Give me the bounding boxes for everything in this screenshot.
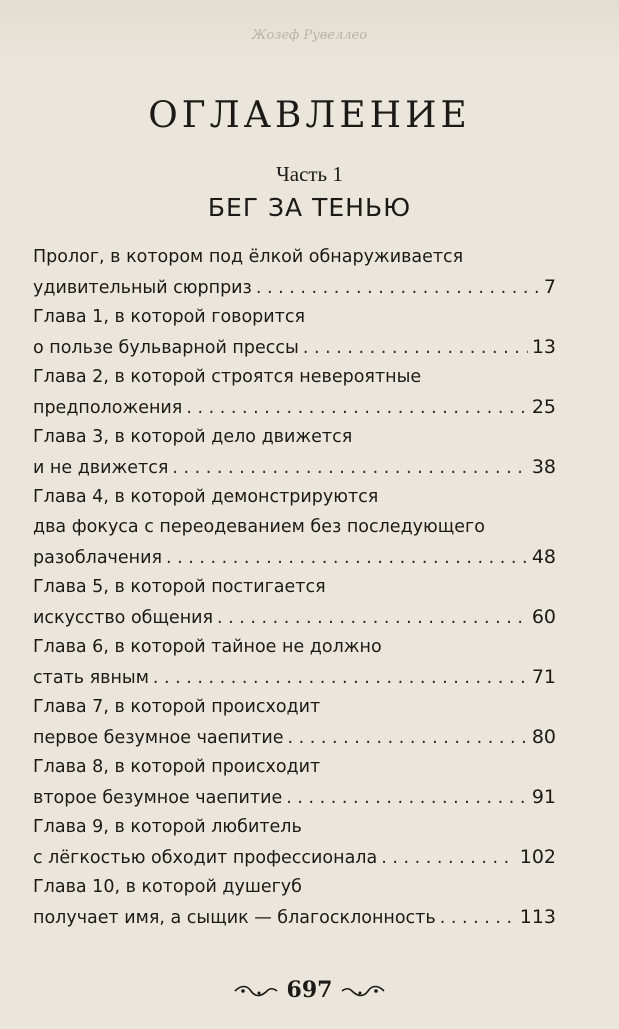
toc-entry-text: Глава 5, в которой постигается xyxy=(33,577,326,597)
toc-page-number: 80 xyxy=(531,726,556,748)
toc-page-number: 60 xyxy=(531,606,556,628)
toc-page-number: 13 xyxy=(531,336,556,358)
toc-entry-line-last xyxy=(33,542,556,572)
toc-entry-text: с лёгкостью обходит профессионала xyxy=(33,848,378,868)
toc-entry-line xyxy=(33,692,556,722)
dot-leader xyxy=(256,273,540,303)
toc-entry-line xyxy=(33,302,556,332)
toc-page-number: 102 xyxy=(519,846,556,868)
dot-leader xyxy=(186,393,527,423)
toc-entry-line-last xyxy=(33,332,556,362)
toc-entry-text: Глава 10, в которой душегуб xyxy=(33,877,302,897)
toc-entry-line xyxy=(33,572,556,602)
toc-page-number: 113 xyxy=(519,906,556,928)
toc-entry-line-last xyxy=(33,722,556,752)
toc-entry-text: стать явным xyxy=(33,668,149,688)
toc-entry-text: Глава 6, в которой тайное не должно xyxy=(33,637,382,657)
folio-number: 697 xyxy=(286,977,333,1003)
dot-leader xyxy=(288,723,528,753)
toc-page-number: 38 xyxy=(531,456,556,478)
toc-entry-text: удивительный сюрприз xyxy=(33,278,252,298)
toc-entry-line-last xyxy=(33,452,556,482)
toc-entry-text: о пользе бульварной прессы xyxy=(33,338,299,358)
toc-entry-text: и не движется xyxy=(33,458,169,478)
toc-entry-text: искусство общения xyxy=(33,608,214,628)
dot-leader xyxy=(286,783,528,813)
dot-leader xyxy=(440,903,516,933)
right-ornament-icon xyxy=(340,984,386,998)
toc-entry-text: Глава 9, в которой любитель xyxy=(33,817,302,837)
toc-entry-text: первое безумное чаепитие xyxy=(33,728,284,748)
toc-entry-text: второе безумное чаепитие xyxy=(33,788,283,808)
toc-entry-text: два фокуса с переодеванием без последующего xyxy=(33,517,485,537)
toc-entry-text: Глава 3, в которой дело движется xyxy=(33,427,353,447)
toc-entry-line-last xyxy=(33,392,556,422)
toc-page-number: 91 xyxy=(531,786,556,808)
part-label: Часть 1 xyxy=(276,162,343,186)
part-title: БЕГ ЗА ТЕНЬЮ xyxy=(207,193,412,222)
toc-entry-text: предположения xyxy=(33,398,183,418)
toc-entry-line xyxy=(33,752,556,782)
toc-entry-text: Глава 7, в которой происходит xyxy=(33,697,321,717)
toc-entry-text: Глава 1, в которой говорится xyxy=(33,307,305,327)
toc-entry-line xyxy=(33,482,556,512)
left-ornament-icon xyxy=(233,984,279,998)
dot-leader xyxy=(381,843,516,873)
dot-leader xyxy=(217,603,528,633)
toc-entry-line xyxy=(33,812,556,842)
toc-entry-line-last xyxy=(33,662,556,692)
toc-page-number: 71 xyxy=(531,666,556,688)
toc-page-number: 25 xyxy=(531,396,556,418)
toc-entry-line-last xyxy=(33,272,556,302)
toc-entry-text: разоблачения xyxy=(33,548,162,568)
toc-entry-line xyxy=(33,872,556,902)
toc-page-number: 48 xyxy=(531,546,556,568)
toc-entry-text: Глава 2, в которой строятся невероятные xyxy=(33,367,422,387)
dot-leader xyxy=(153,663,528,693)
toc-heading: ОГЛАВЛЕНИЕ xyxy=(148,95,471,136)
dot-leader xyxy=(166,543,528,573)
toc-entry-line-last xyxy=(33,842,556,872)
toc-entry-text: получает имя, а сыщик — благосклонность xyxy=(33,908,436,928)
toc-entry-text: Пролог, в котором под ёлкой обнаруживается xyxy=(33,247,464,267)
running-head: Жозеф Рувеллео xyxy=(251,28,368,43)
toc-entry-line xyxy=(33,422,556,452)
dot-leader xyxy=(303,333,528,363)
toc-page-number: 7 xyxy=(543,276,556,298)
toc-entry-line-last xyxy=(33,602,556,632)
table-of-contents xyxy=(33,230,556,932)
toc-entry-line xyxy=(33,362,556,392)
toc-entry-line xyxy=(33,242,556,272)
page-number-footer xyxy=(0,977,619,1003)
dot-leader xyxy=(172,453,527,483)
toc-entry-text: Глава 4, в которой демонстрируются xyxy=(33,487,379,507)
toc-entry-text: Глава 8, в которой происходит xyxy=(33,757,321,777)
toc-entry-line xyxy=(33,512,556,542)
toc-entry-line xyxy=(33,632,556,662)
toc-entry-line-last xyxy=(33,782,556,812)
toc-entry-line-last xyxy=(33,902,556,932)
